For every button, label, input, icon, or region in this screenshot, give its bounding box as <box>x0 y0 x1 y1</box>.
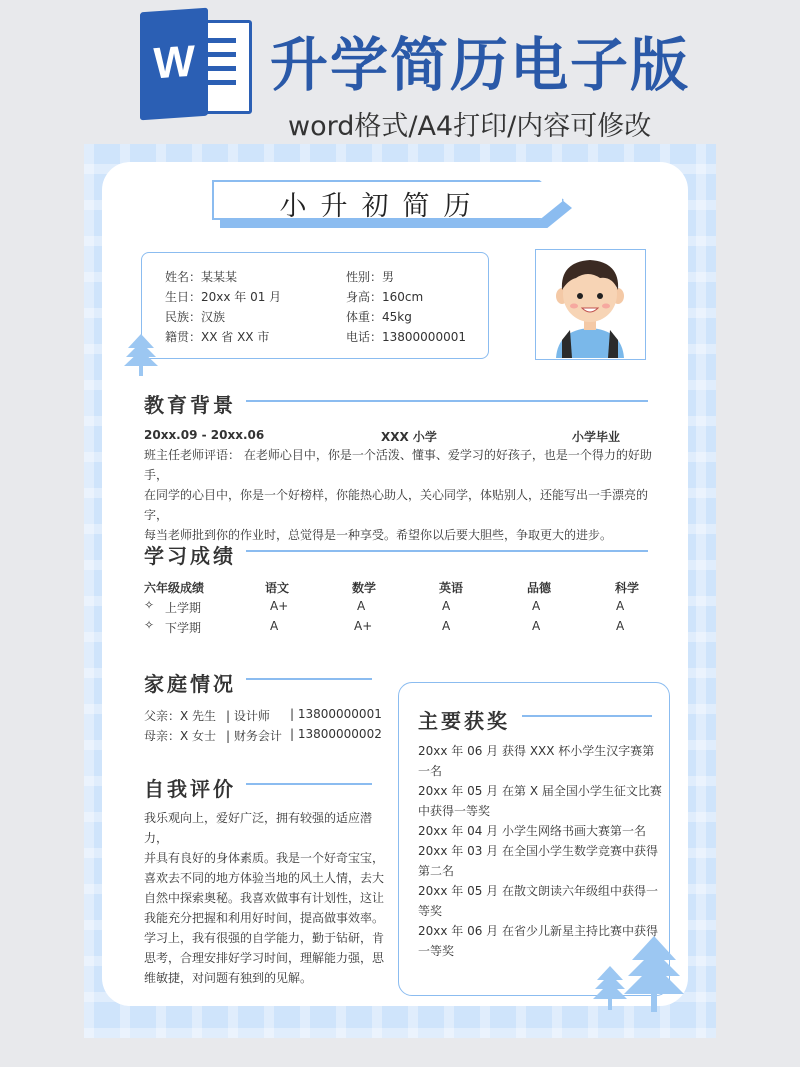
awards-section-title: 主要获奖 <box>418 709 510 733</box>
info-gender: 性别：男 <box>346 270 395 284</box>
logo-letter: W <box>153 36 195 89</box>
award-line: 20xx 年 04 月 小学生网络书画大赛第一名 <box>418 824 647 838</box>
self-eval-line: 学习上，我有很强的自学能力，勤于钻研，肯 <box>144 931 385 945</box>
grades-header-english: 英语 <box>439 581 464 595</box>
award-line: 等奖 <box>418 904 443 918</box>
resume-title-ribbon <box>212 180 572 224</box>
grades-row-term: 下学期 <box>165 621 202 635</box>
page-subtitle: word格式/A4打印/内容可修改 <box>288 111 652 142</box>
tree-icon <box>593 966 627 1010</box>
section-divider <box>246 678 372 680</box>
award-line: 一等奖 <box>418 944 455 958</box>
info-birth: 生日：20xx 年 01 月 <box>165 290 282 304</box>
grades-header-chinese: 语文 <box>265 581 290 595</box>
self-eval-section-title: 自我评价 <box>144 777 236 801</box>
self-eval-line: 自然中探索奥秘。我喜欢做事有计划性，这让 <box>144 891 385 905</box>
award-line: 20xx 年 06 月 获得 XXX 杯小学生汉字赛第 <box>418 744 655 758</box>
grades-section-title: 学习成绩 <box>144 544 236 568</box>
grade-cell: A <box>442 619 451 633</box>
grade-cell: A <box>532 619 541 633</box>
self-eval-line: 我能充分把握和利用好时间，提高做事效率。 <box>144 911 385 925</box>
comment-line: 每当老师批到你的作业时，总觉得是一种享受。希望你以后要大胆些，争取更大的进步。 <box>144 528 613 542</box>
education-school: XXX 小学 <box>381 430 437 444</box>
awards-list <box>418 741 666 961</box>
education-period: 20xx.09 - 20xx.06 <box>144 428 265 442</box>
self-eval-line: 我乐观向上，爱好广泛，拥有较强的适应潜力， <box>144 811 373 845</box>
info-phone: 电话：13800000001 <box>346 330 466 344</box>
profile-photo <box>535 249 646 360</box>
grade-cell: A <box>270 619 279 633</box>
education-degree: 小学毕业 <box>572 430 621 444</box>
self-eval-line: 并具有良好的身体素质。我是一个好奇宝宝， <box>144 851 385 865</box>
info-name: 姓名：某某某 <box>165 270 238 284</box>
section-divider <box>246 783 372 785</box>
self-eval-line: 维敏捷，对问题有独到的见解。 <box>144 971 313 985</box>
word-logo <box>140 10 250 118</box>
grades-header-morality: 品德 <box>527 581 552 595</box>
father-phone: | 13800000001 <box>290 707 382 721</box>
section-divider <box>522 715 652 717</box>
grades-header-term: 六年级成绩 <box>144 581 205 595</box>
comment-line: 班主任老师评语： 在老师心目中，你是一个活泼、懂事、爱学习的好孩子，也是一个得力的好助手， <box>144 448 652 482</box>
self-eval-line: 思考，合理安排好学习时间，理解能力强，思 <box>144 951 385 965</box>
award-line: 中获得一等奖 <box>418 804 491 818</box>
mother-name: 母亲：X 女士 <box>144 729 217 743</box>
father-name: 父亲：X 先生 <box>144 709 217 723</box>
mother-phone: | 13800000002 <box>290 727 382 741</box>
word-badge <box>140 8 208 121</box>
grade-cell: A <box>532 599 541 613</box>
award-line: 20xx 年 03 月 在全国小学生数学竞赛中获得 <box>418 844 659 858</box>
section-divider <box>246 400 648 402</box>
family-section-title: 家庭情况 <box>144 672 236 696</box>
resume-title: 小升初简历 <box>279 191 485 222</box>
self-eval-line: 喜欢去不同的地方体验当地的风土人情，去大 <box>144 871 385 885</box>
diamond-icon: ✧ <box>144 618 155 632</box>
tree-icon <box>624 936 684 1012</box>
award-line: 第二名 <box>418 864 455 878</box>
info-ethnicity: 民族：汉族 <box>165 310 226 324</box>
page-title: 升学简历电子版 <box>270 31 691 99</box>
award-line: 20xx 年 05 月 在第 X 届全国小学生征文比赛 <box>418 784 662 798</box>
grade-cell: A <box>357 599 366 613</box>
grade-cell: A <box>442 599 451 613</box>
grade-cell: A+ <box>354 619 373 633</box>
grade-cell: A+ <box>270 599 289 613</box>
info-origin: 籍贯：XX 省 XX 市 <box>165 330 270 344</box>
grade-cell: A <box>616 619 625 633</box>
info-weight: 体重：45kg <box>346 310 412 324</box>
father-job: | 设计师 <box>226 709 270 723</box>
award-line: 20xx 年 06 月 在省少儿新星主持比赛中获得 <box>418 924 659 938</box>
tree-icon <box>124 334 158 376</box>
grades-header-math: 数学 <box>352 581 377 595</box>
grades-header-science: 科学 <box>615 581 640 595</box>
award-line: 20xx 年 05 月 在散文朗读六年级组中获得一 <box>418 884 659 898</box>
grades-row-term: 上学期 <box>165 601 202 615</box>
self-eval-text <box>144 808 394 988</box>
comment-line: 在同学的心目中，你是一个好榜样，你能热心助人，关心同学，体贴别人，还能写出一手漂亮的字， <box>144 488 649 522</box>
grade-cell: A <box>616 599 625 613</box>
section-divider <box>246 550 648 552</box>
info-height: 身高：160cm <box>346 290 424 304</box>
teacher-comment <box>144 445 664 545</box>
boy-avatar-icon <box>536 250 644 358</box>
mother-job: | 财务会计 <box>226 729 282 743</box>
education-section-title: 教育背景 <box>144 393 236 417</box>
award-line: 一名 <box>418 764 443 778</box>
diamond-icon: ✧ <box>144 598 155 612</box>
